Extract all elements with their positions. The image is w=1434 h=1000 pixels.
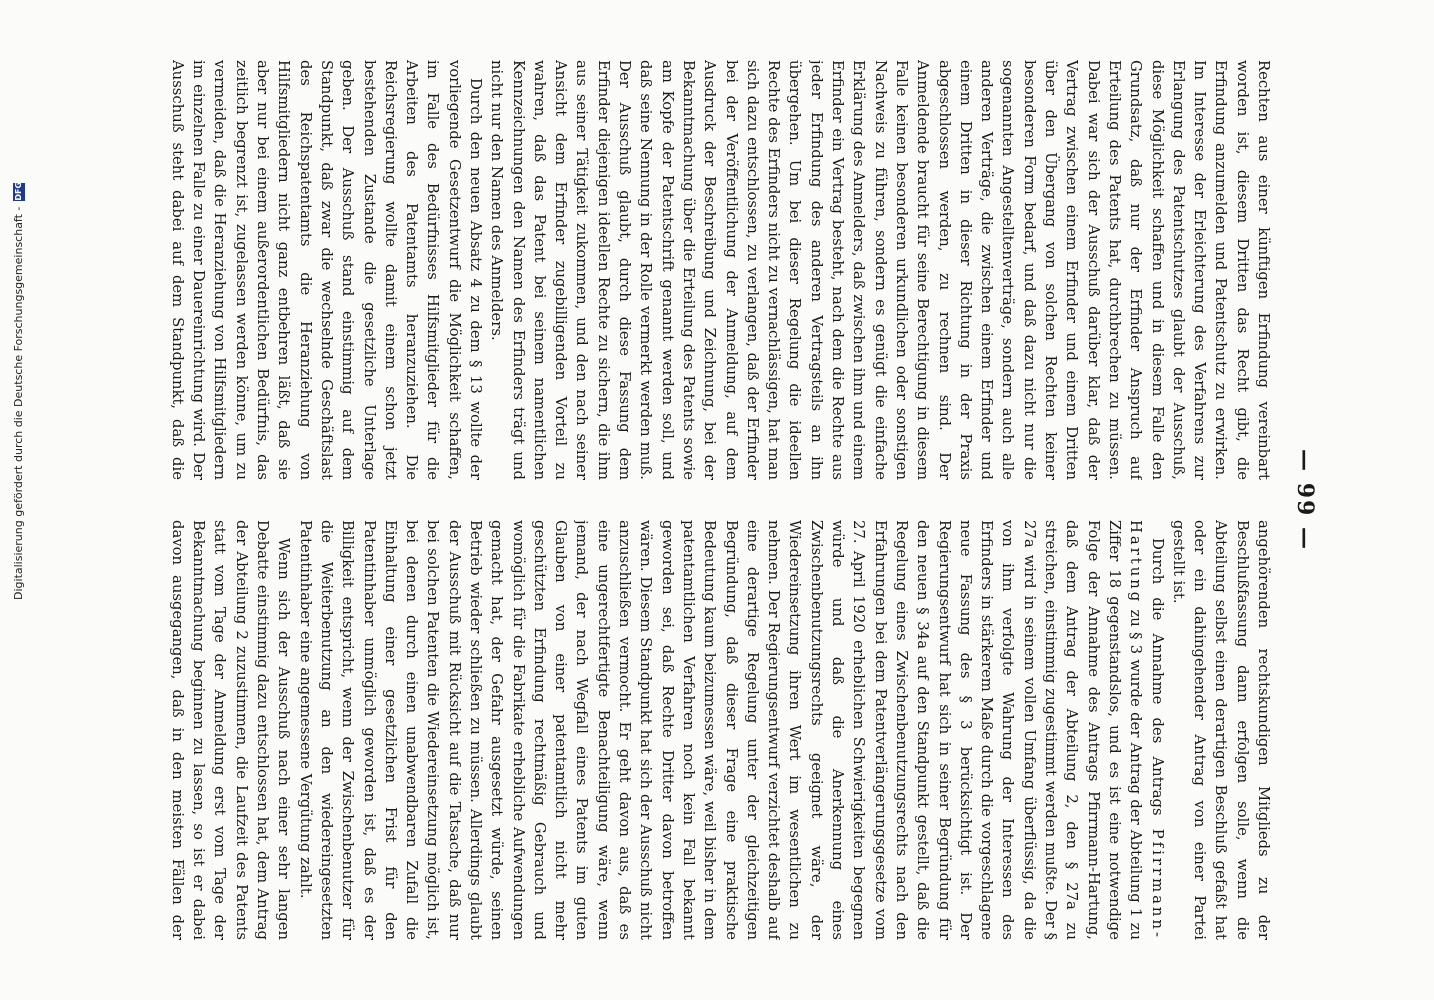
left-text-column	[169, 60, 1274, 480]
right-paragraph-2-prefix: Durch die Annahme des Antrags	[1148, 538, 1166, 816]
page-number: — 99 —	[1292, 449, 1318, 551]
right-paragraph-1: angehörenden rechtskundigen Mitglieds zu der Beschlußfassung dann erfolgen solle, wenn die Abteilung selbst einen derartigen Beschluß gefaßt hat oder ein dahingehender Antrag von einer Partei gestellt ist.	[1169, 520, 1272, 940]
left-paragraph-1: Rechten aus einer künftigen Erfindung vereinbart worden ist, diesem Dritten das Recht gibt, die Erfindung anzumelden und Patentschutz zu erwirken. Im Interesse der Erleichterung des Verfahrens zur Erlangung des Patentschutzes glaubt der Ausschuß, diese Möglichkeit schaffen und in diesem Falle den Grundsatz, daß nur der Erfinder Anspruch auf Erteilung des Patents hat, durchbrechen zu müssen. Dabei war sich der Ausschuß darüber klar, daß der Vertrag zwischen einem Erfinder und einem Dritten über den Übergang von solchen Rechten keiner besonderen Form bedarf, und daß dazu nicht nur die sogenannten Angestelltenverträge, sondern auch alle anderen Verträge, die zwischen einem Erfinder und einem Dritten in dieser Richtung in der Praxis abgeschlossen werden, zu rechnen sind. Der Anmeldende braucht für seine Berechtigung in diesem Falle keinen besonderen urkundlichen oder sonstigen Nachweis zu führen, sondern es genügt die einfache Erklärung des Anmelders, daß zwischen ihm und einem Erfinder ein Vertrag besteht, nach dem die Rechte aus jeder Erfindung des anderen Vertragsteils an ihn übergehen. Um bei dieser Regelung die ideellen Rechte des Erfinders nicht zu vernachlässigen, hat man sich dazu entschlossen, zu verlangen, daß der Erfinder bei der Veröffentlichung der Anmeldung, auf dem Ausdruck der Beschreibung und Zeichnung, bei der Bekanntmachung über die Erteilung des Patents sowie am Kopfe der Patentschrift genannt werden soll, und daß seine Nennung in der Rolle vermerkt werden muß. Der Ausschuß glaubt, durch diese Fassung dem Erfinder diejenigen ideellen Rechte zu sichern, die ihm aus seiner Tätigkeit zukommen, und den nach seiner Ansicht dem Erfinder zugebilligenden Vorteil zu wahren, daß das Patent bei seinem namentlichen Kennzeichnungen den Namen des Erfinders trägt und nicht nur den Namen des Anmelders.	[488, 60, 1272, 480]
right-paragraph-2	[294, 520, 1167, 940]
left-paragraph-2: Durch den neuen Absatz 4 zu dem § 13 wollte der vorliegende Gesetzentwurf die Möglichkeit schaffen, im Falle des Bedürfnisses Hilfsmitglieder für die Arbeiten des Patentamts heranzuziehen. Die Reichsregierung wollte damit einem schon jetzt bestehenden Zustande die gesetzliche Unterlage geben. Der Ausschuß stand einstimmig auf dem Standpunkt, daß zwar die wechselnde Geschäftslast des Reichspatentamts die Heranziehung von Hilfsmitgliedern nicht ganz entbehren läßt, daß sie aber nur bei einem außerordentlichen Bedürfnis, das zeitlich begrenzt ist, zugelassen werden könne, um zu vermeiden, daß die Heranziehung von Hilfsmitgliedern im einzelnen Falle zu einer Dauereinrichtung wird. Der Ausschuß steht dabei auf dem Standpunkt, daß die	[169, 60, 485, 480]
right-paragraph-3: Wenn sich der Ausschuß nach einer sehr langen Debatte einstimmig dazu entschlossen hat, dem Antrag der Abteilung 2 zuzustimmen, die Laufzeit des Patents statt vom Tage der Anmeldung erst vom Tage der Bekanntmachung beginnen zu lassen, so ist er dabei davon ausgegangen, daß in den meisten Fällen der	[169, 520, 293, 940]
rotated-document-page	[160, 60, 1320, 940]
spaced-name-pfirrmann-hartung: Pfirrmann-Hartung	[1127, 520, 1166, 940]
right-paragraph-2-body: zu § 3 wurde der Antrag der Abteilung 1 zu Ziffer 18 gegenstandslos, und es ist eine notwendige Folge der Annahme des Antrags Pfirrmann-Hartung, daß dem Antrag der Abteilung 2, den § 27a zu streichen, einstimmig zugestimmt werden mußte. Der § 27a wird in seinem vollen Umfang überflüssig, da die von ihm verfolgte Wahrung der Interessen des Erfinders in stärkerem Maße durch die vorgeschlagene neue Fassung des § 3 berücksichtigt ist. Der Regierungsentwurf hat sich in seiner Begründung für den neuen § 34a auf den Standpunkt gestellt, daß die Regelung eines Zwischenbenutzungsrechts nach den Erfahrungen bei dem Patentverlängerungsgesetze vom 27. April 1920 erheblichen Schwierigkeiten begegnen würde und daß die Anerkennung eines Zwischenbenutzungsrechts geeignet wäre, der Wiedereinsetzung ihren Wert im wesentlichen zu nehmen. Der Regierungsentwurf verzichtet deshalb auf eine derartige Regelung unter der gleichzeitigen Begründung, daß dieser Frage eine praktische Bedeutung kaum beizumessen wäre, weil bisher in dem patentamtlichen Verfahren noch kein Fall bekannt geworden sei, daß Rechte Dritter davon betroffen wären. Diesem Standpunkt hat sich der Ausschuß nicht anzuschließen vermocht. Er geht davon aus, daß es eine ungerechtfertigte Benachteiligung wäre, wenn jemand, der nach Wegfall eines Patents im guten Glauben von einer patentamtlich nicht mehr geschützten Erfindung rechtmäßig Gebrauch und womöglich für die Fabrikate erhebliche Aufwendungen gemacht hat, der Gefahr ausgesetzt würde, seinen Betrieb wieder schließen zu müssen. Allerdings glaubt der Ausschuß mit Rücksicht auf die Tatsache, daß nur bei solchen Patenten die Wiedereinsetzung möglich ist, bei denen durch einen unabwendbaren Zufall die Einhaltung einer gesetzlichen Frist für den Patentinhaber unmöglich geworden ist, daß es der Billigkeit entspricht, wenn der Zwischenbenutzer für die Weiterbenutzung an den wiedereingesetzten Patentinhaber eine angemessene Vergütung zahlt.	[296, 520, 1145, 940]
digitization-footer	[12, 183, 25, 600]
right-text-column	[169, 520, 1274, 940]
footer-text: Digitalisierung gefördert durch die Deutsche Forschungsgemeinschaft -	[12, 206, 25, 600]
dfg-logo-icon: DFG	[13, 181, 23, 201]
